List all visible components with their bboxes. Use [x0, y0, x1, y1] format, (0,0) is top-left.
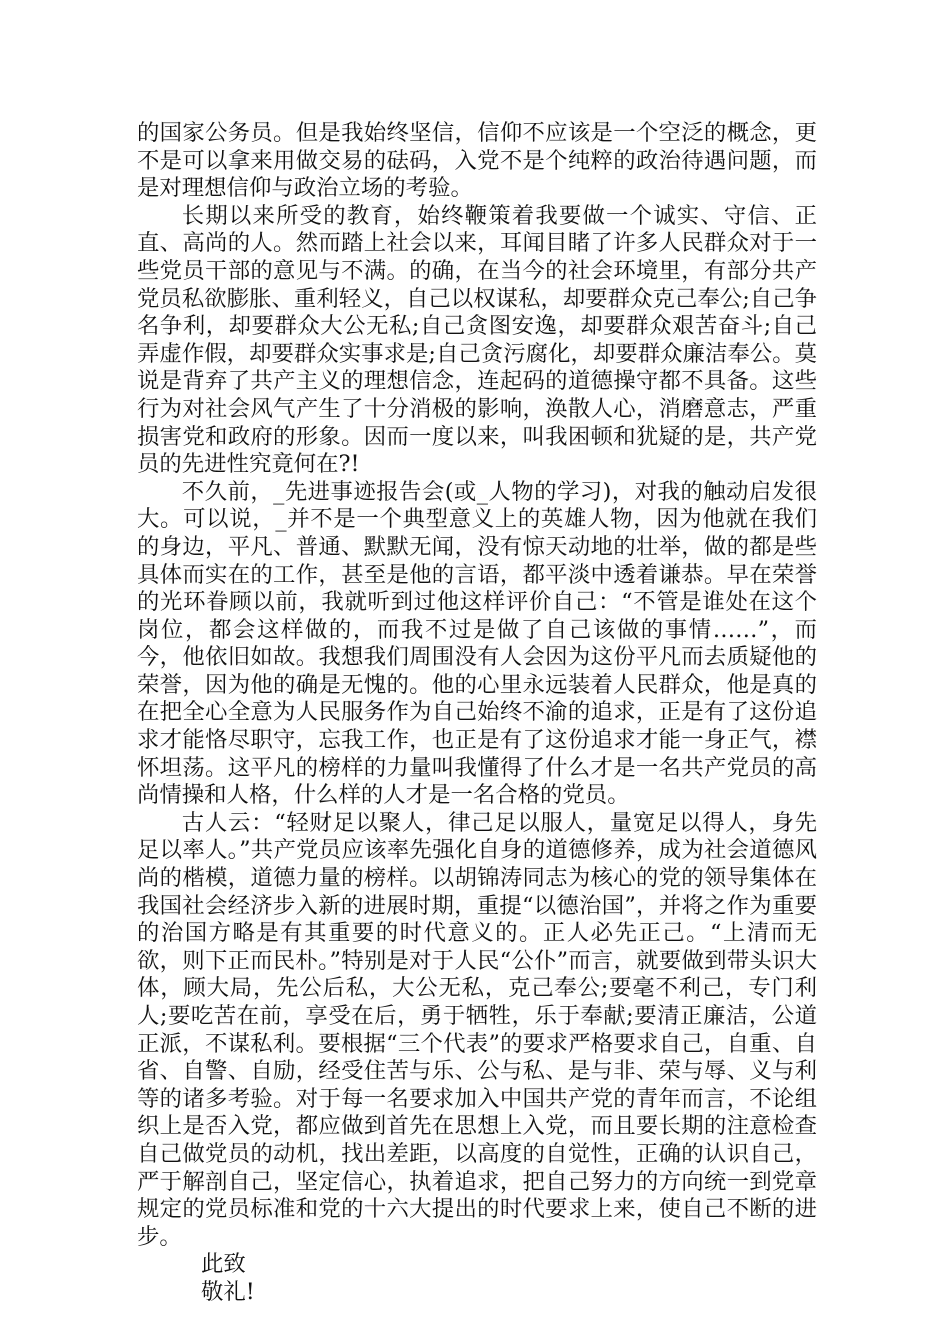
paragraph-continued: 的国家公务员。但是我始终坚信，信仰不应该是一个空泛的概念，更不是可以拿来用做交易的砝码，入党不是个纯粹的政治待遇问题，而是对理想信仰与政治立场的考验。 [137, 120, 817, 202]
letter-body [137, 120, 817, 1307]
closing-salutation: 此致 [201, 1251, 246, 1278]
paragraph-education: 长期以来所受的教育，始终鞭策着我要做一个诚实、守信、正直、高尚的人。然而踏上社会以来，耳闻目睹了许多人民群众对于一些党员干部的意见与不满。的确，在当今的社会环境里，有部分共产党员私欲膨胀、重利轻义，自己以权谋私，却要群众克己奉公;自己争名争利，却要群众大公无私;自己贪图安逸，却要群众艰苦奋斗;自己弄虚作假，却要群众实事求是;自己贪污腐化，却要群众廉洁奉公。莫说是背弃了共产主义的理想信念，连起码的道德操守都不具备。这些行为对社会风气产生了十分消极的影响，涣散人心，消磨意志，严重损害党和政府的形象。因而一度以来，叫我困顿和犹疑的是，共产党员的先进性究竟何在?! [137, 202, 817, 478]
paragraph-morality: 古人云：“轻财足以聚人，律己足以服人，量宽足以得人，身先足以率人。”共产党员应该率先强化自身的道德修养，成为社会道德风尚的楷模，道德力量的榜样。以胡锦涛同志为核心的党的领导集体在我国社会经济步入新的进展时期，重提“以德治国”，并将之作为重要的治国方略是有其重要的时代意义的。正人必先正己。“上清而无欲，则下正而民朴。”特别是对于人民“公仆”而言，就要做到带头识大体，顾大局，先公后私，大公无私，克己奉公;要毫不利己，专门利人;要吃苦在前，享受在后，勇于牺牲，乐于奉献;要清正廉洁，公道正派，不谋私利。要根据“三个代表”的要求严格要求自己，自重、自省、自警、自励，经受住苦与乐、公与私、是与非、荣与辱、义与利等的诸多考验。对于每一名要求加入中国共产党的青年而言，不论组织上是否入党，都应做到首先在思想上入党，而且要长期的注意检查自己做党员的动机，找出差距，以高度的自觉性，正确的认识自己，严于解剖自己，坚定信心，执着追求，把自己努力的方向统一到党章规定的党员标准和党的十六大提出的时代要求上来，使自己不断的进步。 [137, 809, 817, 1250]
closing-regards: 敬礼! [201, 1278, 255, 1305]
paragraph-role-model: 不久前，_先进事迹报告会(或_人物的学习)，对我的触动启发很大。可以说，_并不是一个典型意义上的英雄人物，因为他就在我们的身边，平凡、普通、默默无闻，没有惊天动地的壮举，做的都是些具体而实在的工作，甚至是他的言语，都平淡中透着谦恭。早在荣誉的光环眷顾以前，我就听到过他这样评价自己：“不管是谁处在这个岗位，都会这样做的，而我不过是做了自己该做的事情……”，而今，他依旧如故。我想我们周围没有人会因为这份平凡而去质疑他的荣誉，因为他的确是无愧的。他的心里永远装着人民群众，他是真的在把全心全意为人民服务作为自己始终不渝的追求，正是有了这份追求才能恪尽职守，忘我工作，也正是有了这份追求才能一身正气，襟怀坦荡。这平凡的榜样的力量叫我懂得了什么才是一名共产党员的高尚情操和人格，什么样的人才是一名合格的党员。 [137, 478, 817, 809]
